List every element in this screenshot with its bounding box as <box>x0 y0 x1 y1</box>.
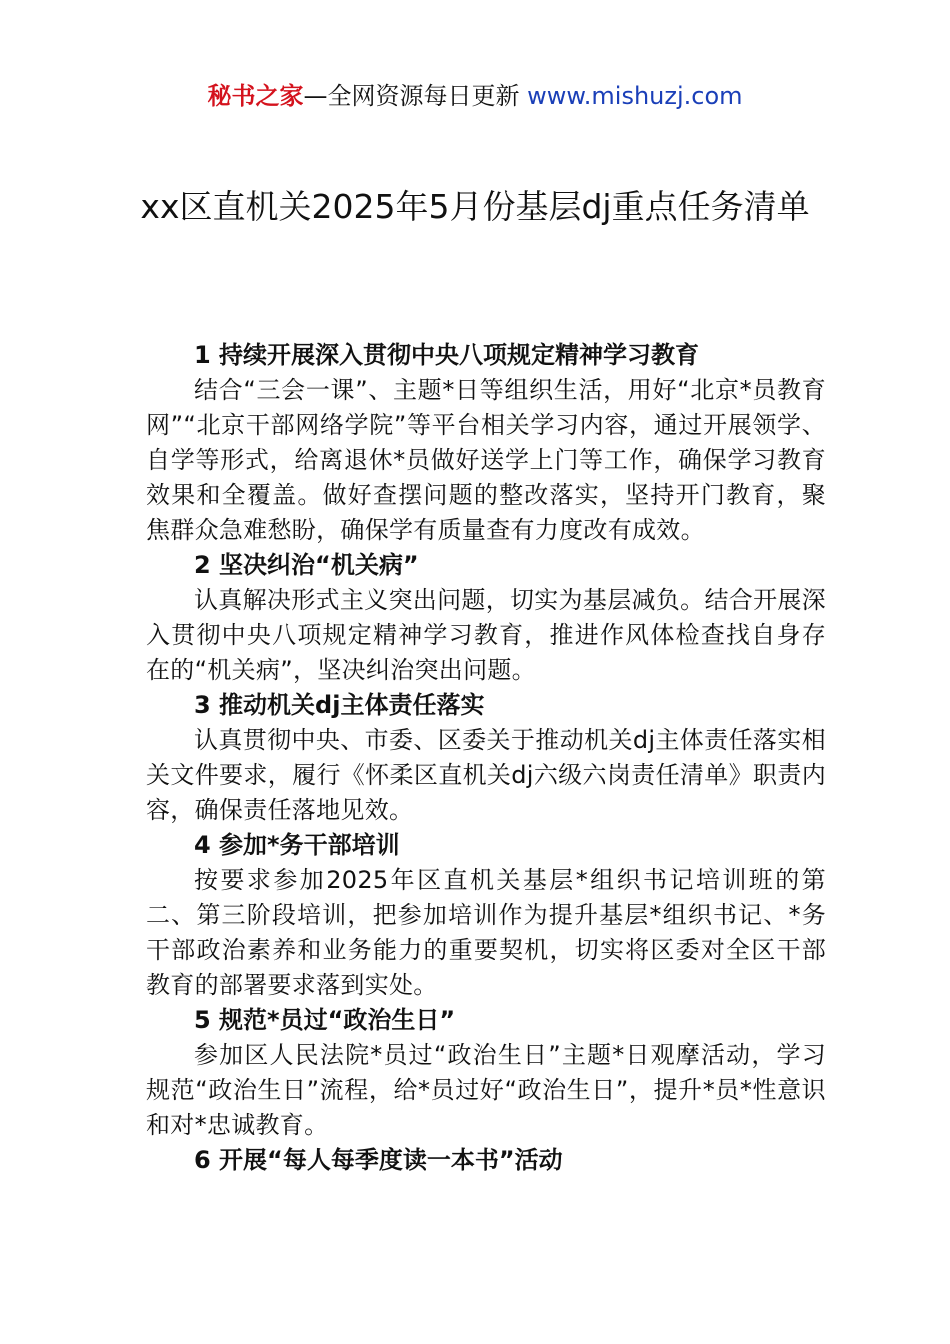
section-heading: 5 规范*员过“政治生日” <box>194 1006 456 1034</box>
section-paragraph: 认真解决形式主义突出问题，切实为基层减负。结合开展深入贯彻中央八项规定精神学习教育，推进作风体检查找自身存在的“机关病”，坚决纠治突出问题。 <box>146 586 826 684</box>
site-url-link[interactable]: www.mishuzj.com <box>527 82 743 110</box>
site-header <box>0 80 950 112</box>
document-title: xx区直机关2025年5月份基层dj重点任务清单 <box>140 187 810 226</box>
section-paragraph: 认真贯彻中央、市委、区委关于推动机关dj主体责任落实相关文件要求，履行《怀柔区直机关dj六级六岗责任清单》职责内容，确保责任落地见效。 <box>146 726 826 824</box>
section-heading: 4 参加*务干部培训 <box>194 831 400 859</box>
section-paragraph: 按要求参加2025年区直机关基层*组织书记培训班的第二、第三阶段培训，把参加培训作为提升基层*组织书记、*务干部政治素养和业务能力的重要契机，切实将区委对全区干部教育的部署要求落到实处。 <box>146 866 826 999</box>
section-heading: 6 开展“每人每季度读一本书”活动 <box>194 1146 563 1174</box>
section-heading: 2 坚决纠治“机关病” <box>194 551 419 579</box>
section-heading: 3 推动机关dj主体责任落实 <box>194 691 485 719</box>
section-heading: 1 持续开展深入贯彻中央八项规定精神学习教育 <box>194 341 700 369</box>
section-paragraph: 参加区人民法院*员过“政治生日”主题*日观摩活动，学习规范“政治生日”流程，给*员过好“政治生日”，提升*员*性意识和对*忠诚教育。 <box>146 1041 826 1139</box>
section-paragraph: 结合“三会一课”、主题*日等组织生活，用好“北京*员教育网”“北京干部网络学院”等平台相关学习内容，通过开展领学、自学等形式，给离退休*员做好送学上门等工作，确保学习教育效果和全覆盖。做好查摆问题的整改落实，坚持开门教育，聚焦群众急难愁盼，确保学有质量查有力度改有成效。 <box>146 376 826 544</box>
site-tagline: —全网资源每日更新 <box>303 82 520 110</box>
document-body <box>146 338 826 1178</box>
site-brand: 秘书之家 <box>207 82 304 110</box>
